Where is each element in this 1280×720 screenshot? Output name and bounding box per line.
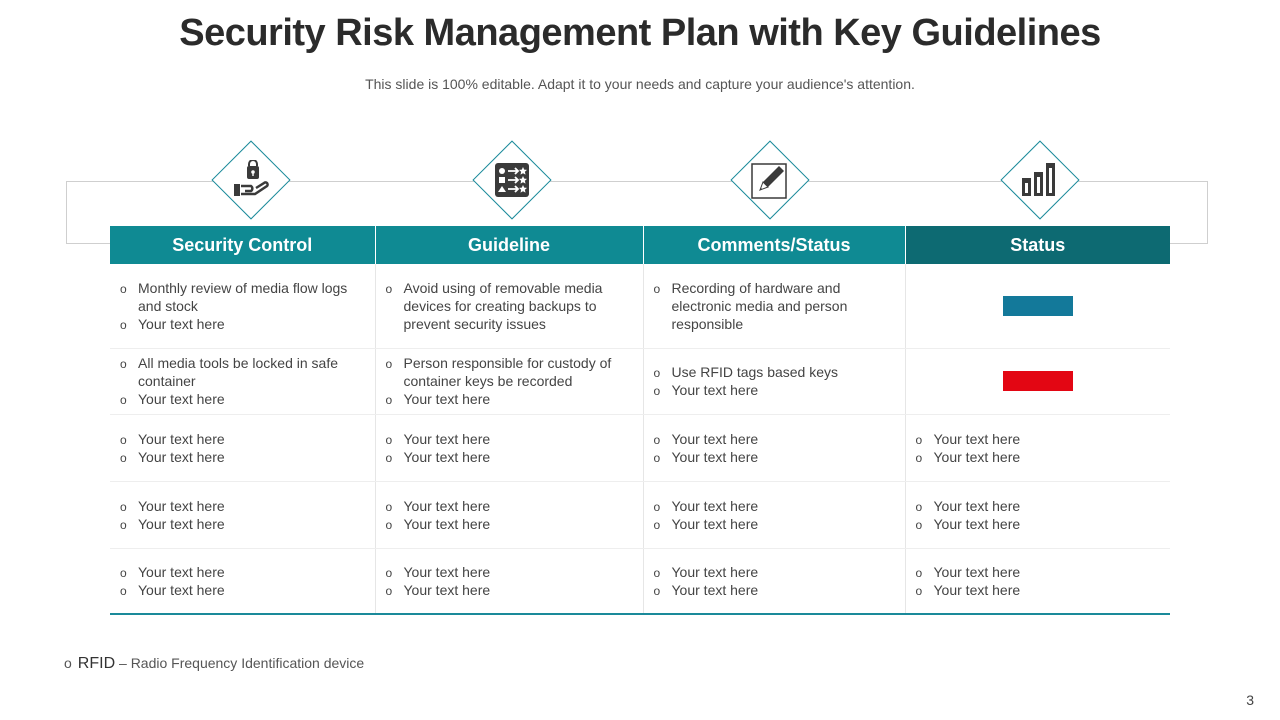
- footnote-term: RFID: [77, 655, 116, 672]
- footnote-definition: – Radio Frequency Identification device: [119, 655, 365, 671]
- header-comments-status: Comments/Status: [643, 226, 905, 264]
- list-item: o Your text here: [384, 448, 635, 466]
- cell-status: [905, 348, 1170, 414]
- cell-control: [110, 548, 375, 614]
- list-item: o Your text here: [652, 581, 897, 599]
- cell-comments: [643, 348, 905, 414]
- list-item: o Your text here: [118, 581, 367, 599]
- list-item: o Person responsible for custody of container keys be recorded: [384, 354, 635, 390]
- guidelines-table: [110, 226, 1170, 615]
- cell-guideline: [375, 264, 643, 348]
- cell-guideline: [375, 414, 643, 481]
- table-header-row: [110, 226, 1170, 264]
- cell-control: [110, 264, 375, 348]
- cell-comments: [643, 414, 905, 481]
- cell-comments: [643, 264, 905, 348]
- cell-guideline: [375, 481, 643, 548]
- bullet-icon: o: [64, 655, 72, 671]
- cell-control: [110, 348, 375, 414]
- bar-chart-icon: [1020, 160, 1060, 200]
- slide-title: Security Risk Management Plan with Key Guidelines: [179, 12, 1101, 54]
- list-item: o Your text here: [384, 563, 635, 581]
- status-bar-red: [1003, 371, 1073, 391]
- cell-status: [905, 264, 1170, 348]
- list-item: o Your text here: [384, 581, 635, 599]
- list-item: o Your text here: [118, 448, 367, 466]
- list-item: o Your text here: [384, 430, 635, 448]
- list-item: o Your text here: [118, 563, 367, 581]
- list-item: o Your text here: [118, 515, 367, 533]
- cell-control: [110, 414, 375, 481]
- table-row: [110, 481, 1170, 548]
- checklist-icon: [492, 160, 532, 200]
- header-status: Status: [905, 226, 1170, 264]
- list-item: o Your text here: [118, 497, 367, 515]
- list-item: o Your text here: [652, 448, 897, 466]
- list-item: o Your text here: [384, 390, 635, 408]
- cell-guideline: [375, 548, 643, 614]
- list-item: o Your text here: [384, 497, 635, 515]
- list-item: o All media tools be locked in safe container: [118, 354, 367, 390]
- list-item: o Your text here: [914, 581, 1163, 599]
- list-item: o Your text here: [914, 515, 1163, 533]
- list-item: o Your text here: [652, 430, 897, 448]
- list-item: o Use RFID tags based keys: [652, 363, 897, 381]
- list-item: o Your text here: [652, 515, 897, 533]
- slide-subtitle: This slide is 100% editable. Adapt it to your needs and capture your audience's attention.: [365, 76, 915, 92]
- list-item: o Your text here: [118, 430, 367, 448]
- cell-comments: [643, 548, 905, 614]
- list-item: o Your text here: [118, 315, 367, 333]
- list-item: o Your text here: [652, 497, 897, 515]
- cell-status: [905, 481, 1170, 548]
- header-security-control: Security Control: [110, 226, 375, 264]
- list-item: o Your text here: [914, 563, 1163, 581]
- list-item: o Your text here: [652, 381, 897, 399]
- page-number: 3: [1246, 692, 1254, 708]
- header-guideline: Guideline: [375, 226, 643, 264]
- table-row: [110, 414, 1170, 481]
- cell-guideline: [375, 348, 643, 414]
- cell-status: [905, 548, 1170, 614]
- table-row: [110, 264, 1170, 348]
- cell-comments: [643, 481, 905, 548]
- list-item: o Recording of hardware and electronic media and person responsible: [652, 279, 897, 333]
- table-row: [110, 548, 1170, 614]
- list-item: o Your text here: [914, 497, 1163, 515]
- list-item: o Your text here: [384, 515, 635, 533]
- cell-control: [110, 481, 375, 548]
- list-item: o Your text here: [652, 563, 897, 581]
- list-item: o Your text here: [914, 448, 1163, 466]
- list-item: o Avoid using of removable media devices for creating backups to prevent security issues: [384, 279, 635, 333]
- table-row: [110, 348, 1170, 414]
- hand-lock-icon: [231, 160, 271, 200]
- status-bar-blue: [1003, 296, 1073, 316]
- list-item: o Your text here: [914, 430, 1163, 448]
- edit-pencil-icon: [750, 160, 790, 200]
- list-item: o Monthly review of media flow logs and stock: [118, 279, 367, 315]
- footnote: [64, 655, 364, 673]
- list-item: o Your text here: [118, 390, 367, 408]
- cell-status: [905, 414, 1170, 481]
